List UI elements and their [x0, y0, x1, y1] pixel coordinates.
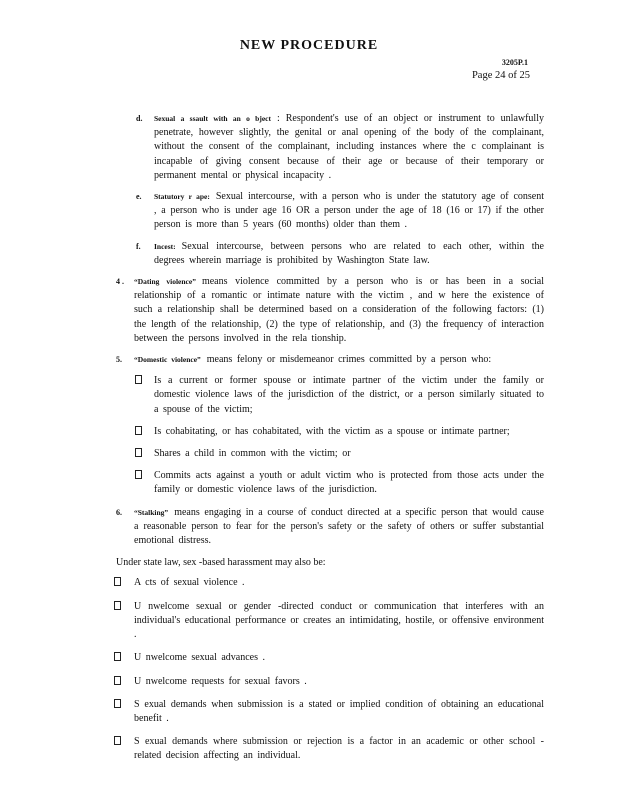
bullet-box-icon [114, 676, 121, 685]
numbered-item [114, 353, 544, 367]
bullet-item [114, 576, 544, 590]
bullet-box-icon [114, 736, 121, 745]
item-marker: 5. [116, 355, 122, 365]
item-text: means felony or misdemeanor crimes committed by a person who: [206, 354, 492, 366]
bullet-text: A cts of sexual violence . [134, 577, 245, 589]
item-term: Statutory r ape: [154, 192, 210, 202]
sub-bullet-text: Is a current or former spouse or intimate partner of the victim under the family or domestic violence laws of the jurisdiction of the district, or a person similarly situated to a spouse of the victim; [154, 375, 544, 415]
item-marker: 6. [116, 507, 122, 517]
sub-bullet [114, 447, 544, 461]
bullet-box-icon [114, 699, 121, 708]
item-term: “Stalking” [134, 507, 169, 517]
sub-bullet-text: Shares a child in common with the victim; or [154, 448, 351, 460]
bullet-text: U nwelcome sexual or gender -directed conduct or communication that interferes with an individual's educational performance or creates an intimidating, hostile, or offensive environment . [134, 600, 544, 641]
item-text: means violence committed by a person who is or has been in a social relationship of a romantic or intimate nature with the victim , and w here the existence of such a relationship shall be determined based on a consideration of the following factors: (1) the length of the relationship, (2) the type of relationship, and (3) the frequency of interaction between the persons involved in the rela tionship. [134, 276, 544, 344]
policy-code: 3205P.1 [501, 58, 528, 67]
item-text: : Respondent's use of an object or instrument to unlawfully penetrate, however slightly, the genital or anal opening of the body of the complainant, without the consent of the complainant, including instances where the c complainant is incapable of giving consent because of their age or because of their temporary or permanent mental or physical incapacity . [154, 113, 544, 181]
bullet-item [114, 651, 544, 665]
bullet-text: S exual demands where submission or rejection is a factor in an academic or other school -related decision affecting an individual. [134, 736, 544, 762]
bullet-box-icon [135, 448, 142, 457]
sub-bullet-text: Is cohabitating, or has cohabitated, with the victim as a spouse or intimate partner; [154, 425, 510, 437]
item-term: Incest: [154, 241, 176, 251]
bullet-box-icon [114, 577, 121, 586]
bullet-box-icon [135, 470, 142, 479]
item-term: “Domestic violence” [134, 355, 201, 365]
item-marker: f. [136, 241, 141, 251]
numbered-item [114, 506, 544, 549]
bullet-item [114, 600, 544, 643]
list-item [114, 190, 544, 233]
item-marker: e. [136, 192, 142, 202]
sub-bullet [114, 374, 544, 417]
list-item [114, 112, 544, 183]
sub-bullet [114, 425, 544, 439]
bullet-box-icon [114, 601, 121, 610]
bullet-box-icon [135, 426, 142, 435]
item-term: Sexual a ssault with an o bject [154, 114, 271, 123]
bullet-box-icon [135, 375, 142, 384]
item-term: “Dating violence” [134, 277, 196, 287]
bullet-item [114, 735, 544, 763]
bullet-text: U nwelcome sexual advances . [134, 652, 266, 664]
item-text: Sexual intercourse, between persons who are related to each other, within the degrees wherein marriage is prohibited by Washington State law. [154, 240, 544, 266]
item-text: means engaging in a course of conduct directed at a specific person that would cause a reasonable person to fear for the person's safety or the safety of others or suffer substantial emotional distress. [134, 506, 544, 547]
item-text: Sexual intercourse, with a person who is under the statutory age of consent , a person who is under age 16 OR a person under the age of 18 (16 or 17) if the other person is more than 5 years (60 months) older than them . [154, 191, 544, 231]
intro-paragraph: Under state law, sex -based harassment may also be: [116, 557, 326, 569]
document-body [114, 112, 544, 773]
bullet-item [114, 698, 544, 726]
bullet-item [114, 675, 544, 689]
bullet-box-icon [114, 652, 121, 661]
item-marker: 4 . [116, 277, 124, 287]
list-item [114, 240, 544, 268]
bullet-text: U nwelcome requests for sexual favors . [134, 675, 307, 687]
sub-bullet-text: Commits acts against a youth or adult victim who is protected from those acts under the family or domestic violence laws of the jurisdiction. [154, 470, 544, 496]
sub-bullet [114, 469, 544, 497]
item-marker: d. [136, 114, 143, 123]
page-title: NEW PROCEDURE [239, 38, 379, 53]
numbered-item [114, 275, 544, 346]
page-number: Page 24 of 25 [471, 70, 530, 81]
bullet-text: S exual demands when submission is a stated or implied condition of obtaining an educational benefit . [134, 698, 544, 724]
